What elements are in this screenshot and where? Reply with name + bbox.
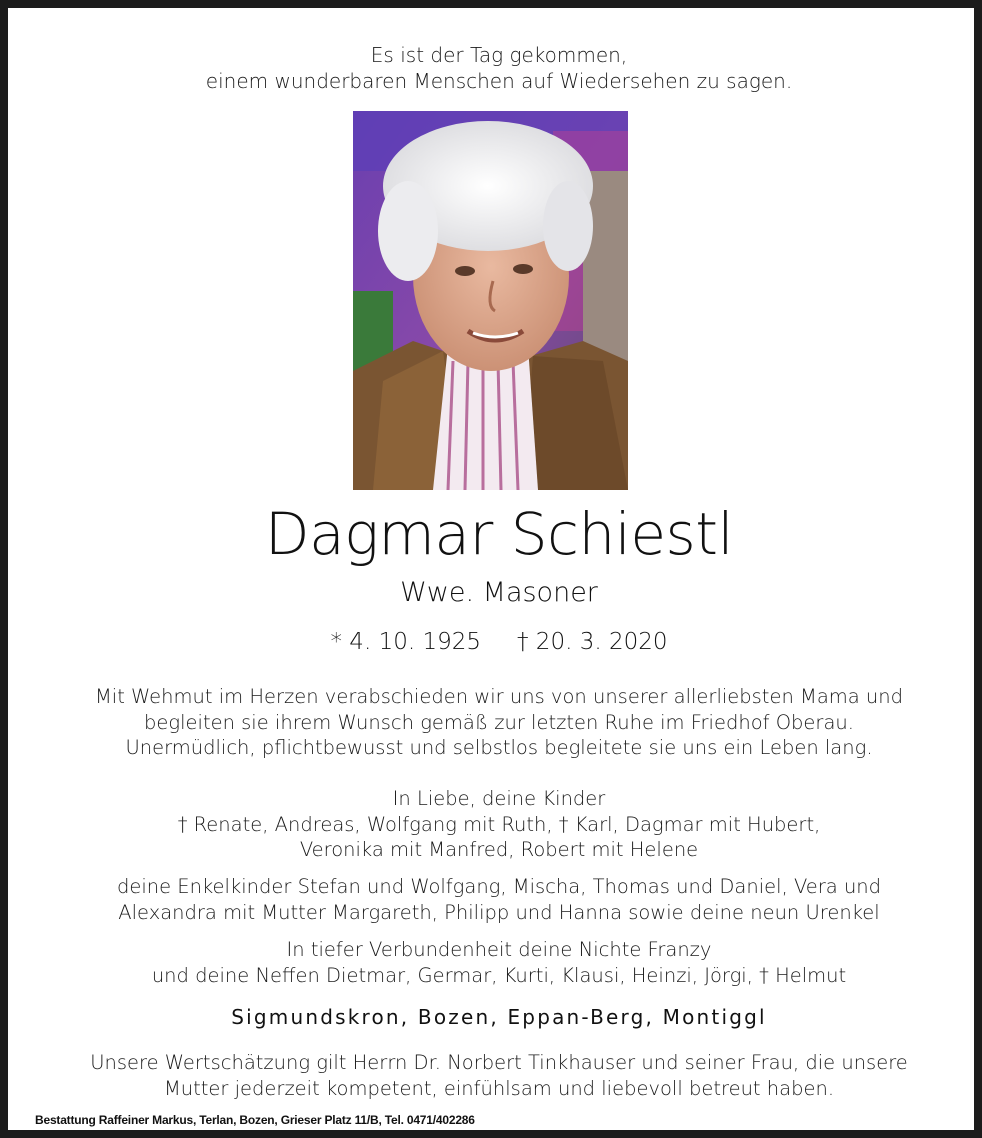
life-dates	[8, 627, 982, 657]
thanks-paragraph	[8, 1050, 982, 1101]
death-date: † 20. 3. 2020	[517, 629, 668, 655]
message-line-1: Mit Wehmut im Herzen verabschieden wir uns von unserer allerliebsten Mama und	[94, 685, 904, 708]
grandchildren-line-2: Alexandra mit Mutter Margareth, Philipp und Hanna sowie deine neun Urenkel	[118, 900, 880, 924]
intro-text	[8, 42, 982, 94]
thanks-line-2: Mutter jederzeit kompetent, einfühlsam und liebevoll betreut haben.	[163, 1076, 835, 1100]
intro-line-1: Es ist der Tag gekommen,	[370, 43, 628, 67]
message-line-3: Unermüdlich, pflichtbewusst und selbstlos begleitete sie uns ein Leben lang.	[125, 736, 873, 759]
children-paragraph	[8, 786, 982, 863]
intro-line-2: einem wunderbaren Menschen auf Wiedersehen zu sagen.	[205, 69, 793, 93]
relatives-paragraph	[8, 937, 982, 988]
thanks-line-1: Unsere Wertschätzung gilt Herrn Dr. Norbert Tinkhauser und seiner Frau, die unsere	[90, 1051, 908, 1074]
relatives-line-1: In tiefer Verbundenheit deine Nichte Franzy	[286, 938, 712, 961]
funeral-home-footer: Bestattung Raffeiner Markus, Terlan, Bozen, Grieser Platz 11/B, Tel. 0471/402286	[35, 1113, 475, 1127]
deceased-name: Dagmar Schiestl	[264, 500, 734, 568]
message-paragraph	[8, 684, 982, 761]
grandchildren-line-1: deine Enkelkinder Stefan und Wolfgang, Mischa, Thomas und Daniel, Vera und	[116, 875, 882, 898]
relatives-line-2: und deine Neffen Dietmar, Germar, Kurti, Klausi, Heinzi, Jörgi, † Helmut	[151, 963, 847, 987]
children-line-3: Veronika mit Manfred, Robert mit Helene	[299, 838, 699, 861]
maiden-name: Wwe. Masoner	[400, 577, 598, 608]
children-line-1: In Liebe, deine Kinder	[392, 787, 606, 810]
portrait-photo	[353, 111, 628, 490]
children-line-2: † Renate, Andreas, Wolfgang mit Ruth, † Karl, Dagmar mit Hubert,	[177, 812, 821, 836]
message-line-2: begleiten sie ihrem Wunsch gemäß zur letzten Ruhe im Friedhof Oberau.	[144, 710, 854, 734]
grandchildren-paragraph	[8, 874, 982, 925]
places-line: Sigmundskron, Bozen, Eppan-Berg, Montiggl	[231, 1005, 767, 1029]
birth-date: * 4. 10. 1925	[330, 629, 481, 655]
